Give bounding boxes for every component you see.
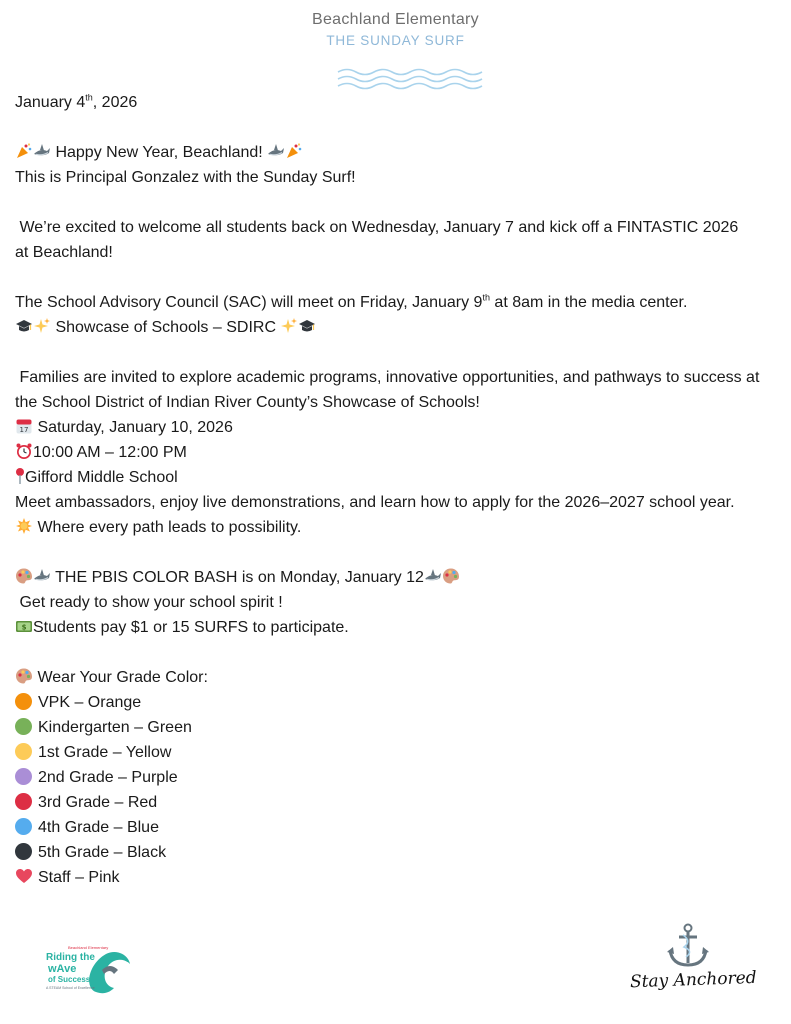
- color-dot-icon: [15, 768, 32, 785]
- heart-icon: [15, 867, 33, 885]
- money-icon: [15, 617, 33, 635]
- svg-text:17: 17: [19, 426, 29, 434]
- list-item: 4th Grade – Blue: [15, 815, 783, 840]
- list-item: 3rd Grade – Red: [15, 790, 783, 815]
- sac-meeting: The School Advisory Council (SAC) will meet on Friday, January 9th at 8am in the media center.: [15, 292, 688, 311]
- color-dot-icon: [15, 718, 32, 735]
- calendar-icon: [15, 417, 33, 435]
- showcase-date: 17 Saturday, January 10, 2026: [15, 415, 783, 440]
- color-dot-icon: [15, 743, 32, 760]
- sparkles-icon: [33, 317, 51, 335]
- anchor-icon: [666, 923, 710, 969]
- pushpin-icon: [15, 467, 25, 485]
- list-item: VPK – Orange: [15, 690, 783, 715]
- waves-icon: [336, 66, 490, 90]
- color-dot-icon: [15, 818, 32, 835]
- shark-icon: [424, 567, 442, 585]
- list-item: Staff – Pink: [15, 865, 783, 890]
- newsletter-date: January 4th, 2026: [15, 92, 138, 111]
- color-dot-icon: [15, 793, 32, 810]
- color-dot-icon: [15, 843, 32, 860]
- newsletter-name: THE SUNDAY SURF: [326, 33, 465, 48]
- wear-grade-color-label: Wear Your Grade Color:: [15, 665, 783, 690]
- list-item: 5th Grade – Black: [15, 840, 783, 865]
- graduation-cap-icon: [15, 317, 33, 335]
- showcase-time: 10:00 AM – 12:00 PM: [15, 440, 783, 465]
- school-name: Beachland Elementary: [312, 11, 479, 28]
- school-logo: [44, 940, 132, 1000]
- graduation-cap-icon: [298, 317, 316, 335]
- showcase-description: Families are invited to explore academic programs, innovative opportunities, and pathways to success at the School District of Indian River County’s Showcase of Schools!: [15, 369, 764, 411]
- grade-color-list: [15, 690, 783, 890]
- party-popper-icon: [15, 142, 33, 160]
- star-burst-icon: [15, 517, 33, 535]
- sparkles-icon: [280, 317, 298, 335]
- color-bash-cost: $ Students pay $1 or 15 SURFS to participate.: [15, 615, 783, 640]
- logo-line2: wAve: [48, 963, 77, 975]
- list-item: 1st Grade – Yellow: [15, 740, 783, 765]
- artist-palette-icon: [15, 567, 33, 585]
- party-popper-icon: [285, 142, 303, 160]
- color-bash-title: THE PBIS COLOR BASH is on Monday, January 12: [15, 565, 783, 590]
- logo-line1: Riding the: [46, 952, 95, 963]
- welcome-paragraph: We’re excited to welcome all students back on Wednesday, January 7 and kick off a FINTASTIC 2026 at Beachland!: [15, 219, 743, 261]
- svg-text:$: $: [21, 623, 27, 632]
- showcase-location: Gifford Middle School: [15, 465, 783, 490]
- artist-palette-icon: [442, 567, 460, 585]
- list-item: Kindergarten – Green: [15, 715, 783, 740]
- shark-icon: [33, 142, 51, 160]
- color-dot-icon: [15, 693, 32, 710]
- greeting-intro: This is Principal Gonzalez with the Sunday Surf!: [15, 169, 356, 186]
- newsletter-header: [0, 10, 791, 50]
- logo-bottom-text: A STEAM School of Excellence: [46, 986, 95, 990]
- artist-palette-icon: [15, 667, 33, 685]
- logo-line3: of Success: [48, 975, 91, 984]
- color-bash-spirit: Get ready to show your school spirit !: [15, 594, 283, 611]
- showcase-title: Showcase of Schools – SDIRC: [15, 315, 783, 340]
- shark-icon: [267, 142, 285, 160]
- alarm-clock-icon: [15, 442, 33, 460]
- list-item: 2nd Grade – Purple: [15, 765, 783, 790]
- newsletter-body: [15, 90, 783, 890]
- shark-icon: [33, 567, 51, 585]
- showcase-details: Meet ambassadors, enjoy live demonstrations, and learn how to apply for the 2026–2027 school year. Where every path leads to possibility.: [15, 494, 735, 536]
- greeting-headline: Happy New Year, Beachland!: [15, 140, 783, 165]
- stay-anchored-signature: Stay Anchored: [629, 967, 757, 993]
- logo-top-text: Beachland Elementary: [68, 945, 109, 950]
